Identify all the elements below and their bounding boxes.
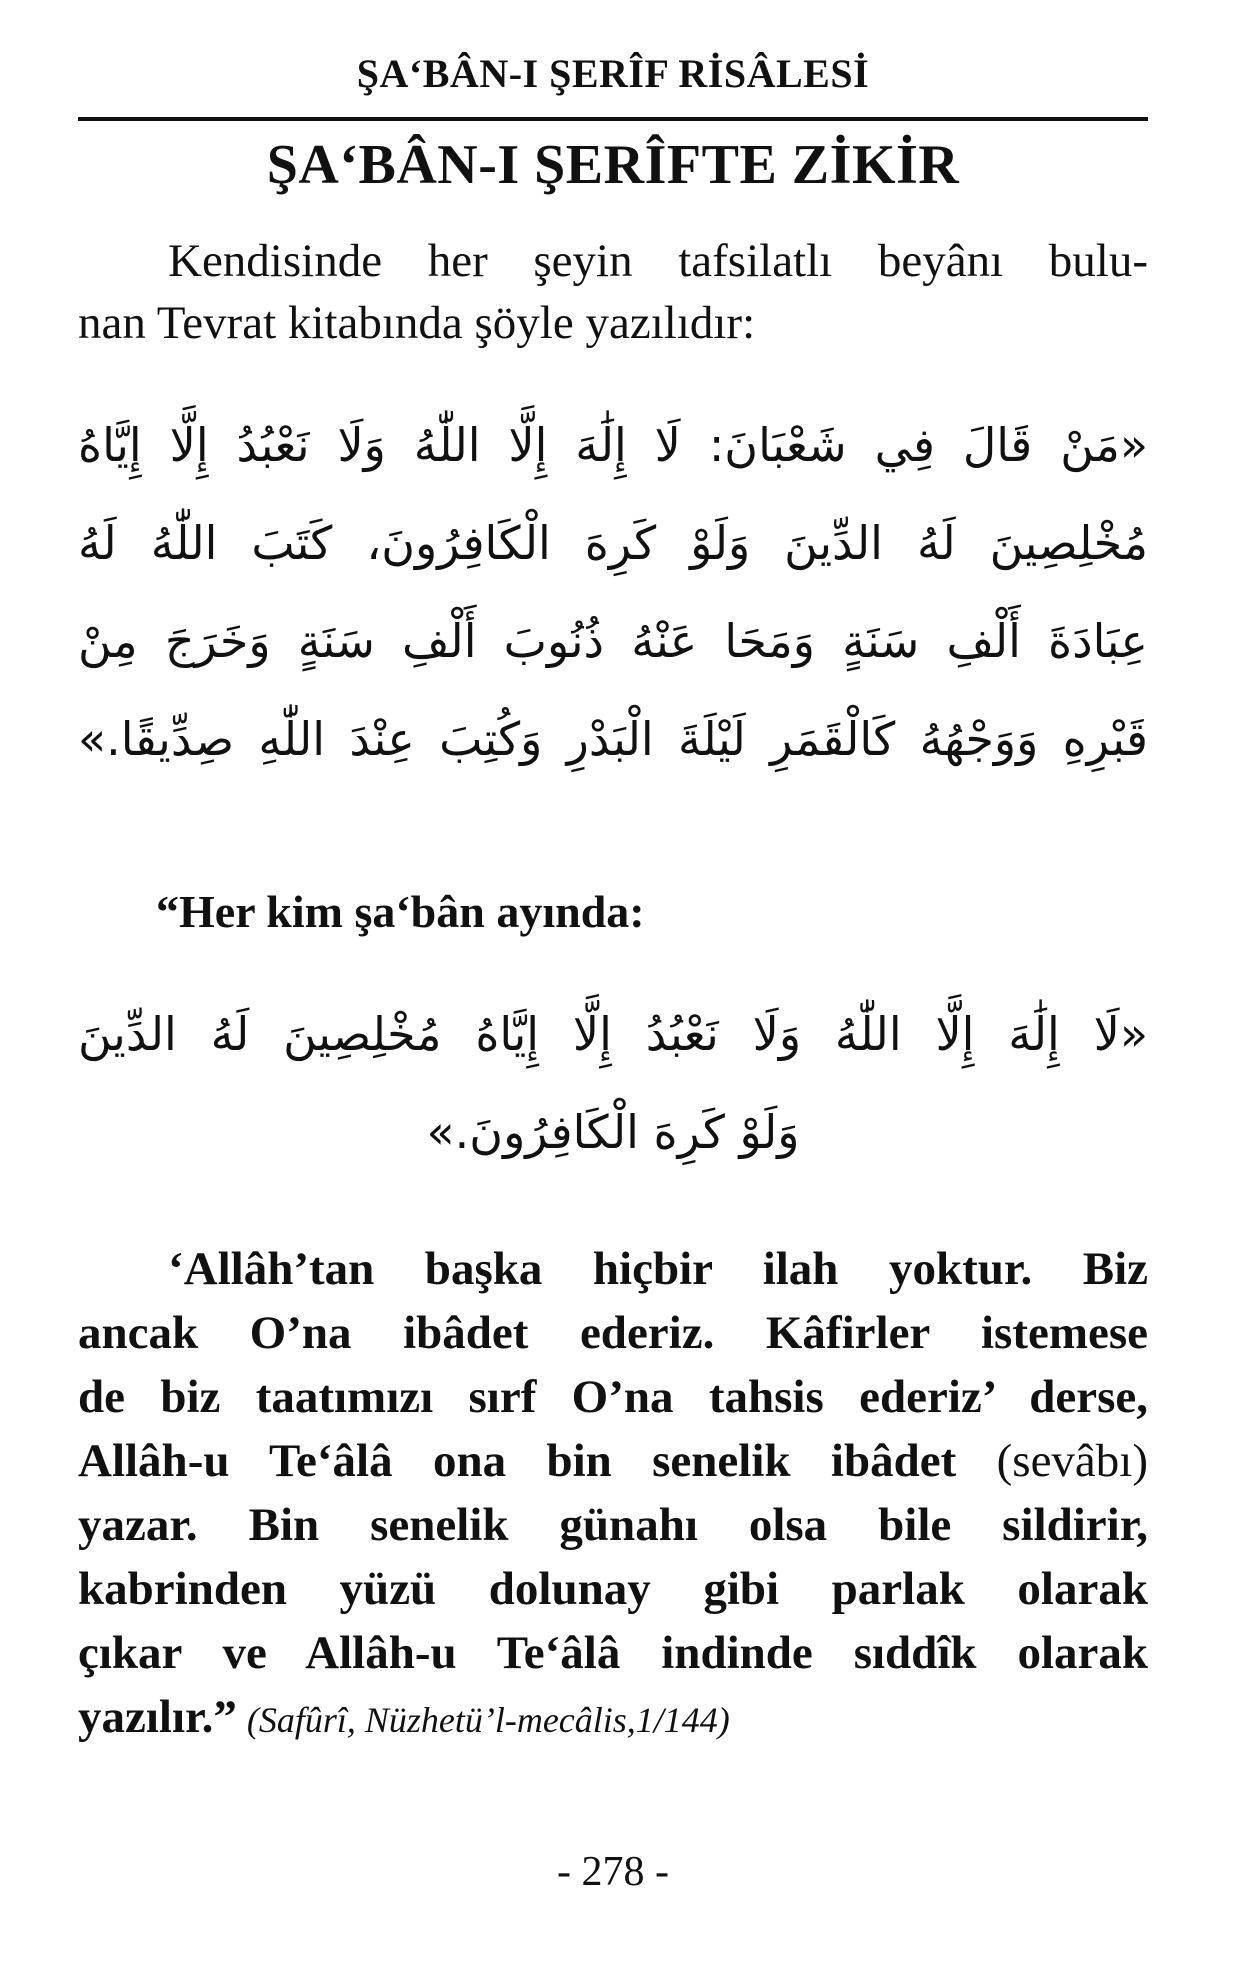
book-page (78, 0, 1148, 1978)
translation-last-words: yazılır.” (78, 1691, 237, 1743)
arabic-hadith-line-4: قَبْرِهِ وَوَجْهُهُ كَالْقَمَرِ لَيْلَةَ الْبَدْرِ وَكُتِبَ عِنْدَ اللّٰهِ صِدِّيقًا.» (78, 712, 1148, 766)
arabic-hadith-line-3: عِبَادَةَ أَلْفِ سَنَةٍ وَمَحَا عَنْهُ ذُنُوبَ أَلْفِ سَنَةٍ وَخَرَجَ مِنْ (78, 614, 1148, 668)
running-header: ŞA‘BÂN-I ŞERÎF RİSÂLESİ (356, 51, 870, 96)
section-title: ŞA‘BÂN-I ŞERÎFTE ZİKİR (266, 134, 960, 196)
intro-line-2: nan Tevrat kitabında şöyle yazılıdır: (78, 297, 756, 349)
arabic-dhikr (78, 985, 1148, 1181)
translation-paragraph (78, 1237, 1148, 1752)
translation-line-7: çıkar ve Allâh-u Te‘âlâ indinde sıddîk olarak (78, 1627, 1148, 1679)
translation-line-2: ancak O’na ibâdet ederiz. Kâfirler istemese (78, 1307, 1148, 1359)
arabic-hadith-line-2: مُخْلِصِينَ لَهُ الدِّينَ وَلَوْ كَرِهَ الْكَافِرُونَ، كَتَبَ اللّٰهُ لَهُ (78, 516, 1148, 570)
translation-line-3: de biz taatımızı sırf O’na tahsis ederiz’ derse, (78, 1371, 1148, 1423)
translation-line-4-bold: Allâh-u Te‘âlâ ona bin senelik ibâdet (78, 1435, 957, 1487)
translation-line-5: yazar. Bin senelik günahı olsa bile sildirir, (78, 1499, 1148, 1551)
translation-line-8 (78, 1685, 1148, 1752)
arabic-dhikr-line-1: «لَا إِلَٰهَ إِلَّا اللّٰهُ وَلَا نَعْبُدُ إِلَّا إِيَّاهُ مُخْلِصِينَ لَهُ الدِّينَ (78, 1007, 1148, 1061)
intro-paragraph (78, 230, 1148, 354)
translation-line-4 (78, 1429, 1148, 1493)
header-rule (78, 117, 1148, 121)
arabic-hadith (78, 396, 1148, 788)
translation-line-1: ‘Allâh’tan başka hiçbir ilah yoktur. Biz (168, 1243, 1148, 1295)
source-citation: (Safûrî, Nüzhetü’l-mecâlis,1/144) (246, 1700, 730, 1740)
translation-line-4-normal: (sevâbı) (996, 1435, 1148, 1487)
quote-lead: “Her kim şa‘bân ayında: (156, 886, 645, 937)
page-number: - 278 - (557, 1849, 669, 1895)
translation-line-6: kabrinden yüzü dolunay gibi parlak olarak (78, 1563, 1148, 1615)
arabic-hadith-line-1: «مَنْ قَالَ فِي شَعْبَانَ: لَا إِلَٰهَ إِلَّا اللّٰهُ وَلَا نَعْبُدُ إِلَّا إِيَّاهُ (78, 418, 1148, 472)
intro-line-1: Kendisinde her şeyin tafsilatlı beyânı bulu- (168, 235, 1148, 287)
arabic-dhikr-line-2: وَلَوْ كَرِهَ الْكَافِرُونَ.» (426, 1105, 800, 1159)
